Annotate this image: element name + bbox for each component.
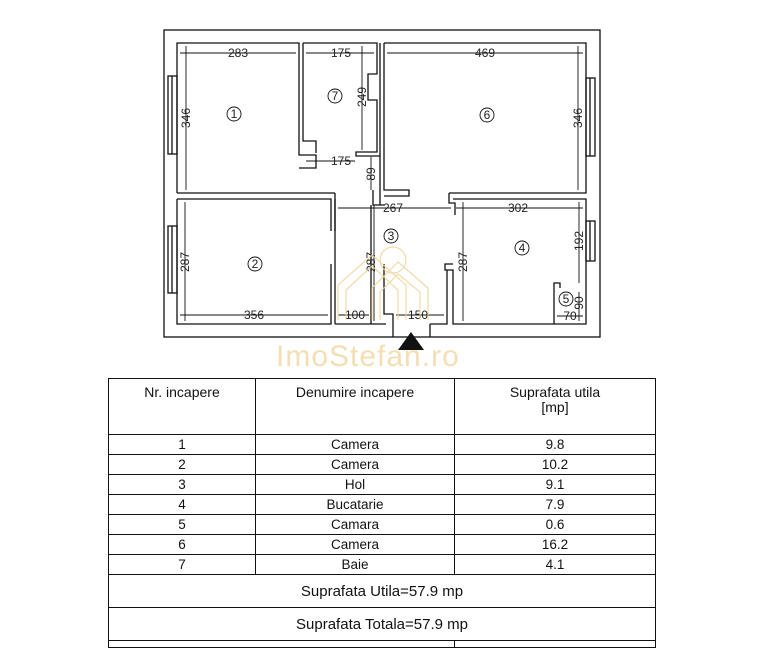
header-nr: Nr. incapere xyxy=(109,379,256,435)
dim-r4-height: 287 xyxy=(456,251,470,273)
room-1-wall xyxy=(177,43,316,193)
row-nr: 1 xyxy=(109,435,256,455)
room-3-label: 3 xyxy=(387,229,395,243)
dim-r2-width: 356 xyxy=(243,308,265,322)
row-nr: 5 xyxy=(109,515,256,535)
room-2-label: 2 xyxy=(251,257,259,271)
dim-r7-width-bottom: 175 xyxy=(330,154,352,168)
room-5-wall xyxy=(554,283,560,324)
row-name: Hol xyxy=(256,475,455,495)
table-row xyxy=(109,495,656,515)
row-area: 9.8 xyxy=(455,435,656,455)
outer-wall xyxy=(164,30,600,337)
rooms-table xyxy=(108,378,656,648)
header-area-label: Suprafata utila xyxy=(509,384,601,400)
row-area: 4.1 xyxy=(455,555,656,575)
table-row xyxy=(109,455,656,475)
header-area-unit: [mp] xyxy=(541,399,569,415)
dim-r7-height: 249 xyxy=(355,86,369,108)
header-name: Denumire incapere xyxy=(256,379,455,435)
table-row xyxy=(109,515,656,535)
dim-r7-width-top: 175 xyxy=(330,46,352,60)
dim-r2-height: 287 xyxy=(178,251,192,273)
table-header-row xyxy=(109,379,656,435)
row-name: Camara xyxy=(256,515,455,535)
table-row xyxy=(109,435,656,455)
row-area: 16.2 xyxy=(455,535,656,555)
row-nr: 2 xyxy=(109,455,256,475)
row-nr: 7 xyxy=(109,555,256,575)
dim-r1-height: 346 xyxy=(179,107,193,129)
table-footer-row xyxy=(109,641,656,648)
dim-door-150: 150 xyxy=(407,308,429,322)
row-name: Camera xyxy=(256,535,455,555)
total-area: Suprafata Totala=57.9 mp xyxy=(109,608,656,641)
room-1-label: 1 xyxy=(230,107,238,121)
room-7-label: 7 xyxy=(331,89,339,103)
row-nr: 4 xyxy=(109,495,256,515)
dim-r5-width: 70 xyxy=(563,309,577,323)
total-useful-area: Suprafata Utila=57.9 mp xyxy=(109,575,656,608)
table-row xyxy=(109,475,656,495)
row-name: Baie xyxy=(256,555,455,575)
footer-cell-left xyxy=(109,641,455,648)
row-area: 7.9 xyxy=(455,495,656,515)
row-nr: 3 xyxy=(109,475,256,495)
dim-hall-height: 287 xyxy=(364,251,378,273)
dim-r1-width: 283 xyxy=(227,46,249,60)
row-nr: 6 xyxy=(109,535,256,555)
total-useful-row xyxy=(109,575,656,608)
dim-hall-width: 267 xyxy=(382,201,404,215)
row-area: 9.1 xyxy=(455,475,656,495)
room-4-label: 4 xyxy=(518,241,526,255)
header-area xyxy=(455,379,656,435)
table-row xyxy=(109,535,656,555)
dim-corr-89: 89 xyxy=(364,167,378,181)
row-name: Bucatarie xyxy=(256,495,455,515)
row-area: 10.2 xyxy=(455,455,656,475)
watermark-text: ImoStefan.ro xyxy=(276,340,460,373)
row-name: Camera xyxy=(256,435,455,455)
dim-r6-height: 346 xyxy=(571,107,585,129)
row-name: Camera xyxy=(256,455,455,475)
total-area-row xyxy=(109,608,656,641)
room-6-label: 6 xyxy=(483,108,491,122)
dim-r6-width: 469 xyxy=(474,46,496,60)
room-5-label: 5 xyxy=(562,292,570,306)
room-2-wall xyxy=(177,199,331,231)
table-row xyxy=(109,555,656,575)
dim-r4-width: 302 xyxy=(507,201,529,215)
dim-r5-height: 90 xyxy=(572,296,586,310)
dim-r4-right: 192 xyxy=(572,230,586,252)
footer-cell-right xyxy=(455,641,656,648)
row-area: 0.6 xyxy=(455,515,656,535)
dim-door-100: 100 xyxy=(344,308,366,322)
